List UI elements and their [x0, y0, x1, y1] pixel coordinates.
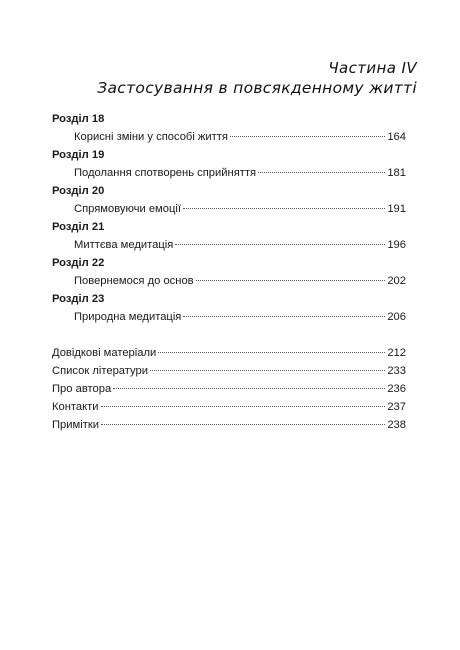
page-number: 191 — [387, 203, 406, 215]
page-number: 202 — [387, 275, 406, 287]
part-number: Частина IV — [328, 59, 417, 77]
chapter-entry[interactable] — [52, 146, 406, 182]
entry-title: Примітки — [52, 419, 99, 431]
chapter-entry[interactable] — [52, 182, 406, 218]
part-title: Застосування в повсякденному житті — [97, 79, 417, 97]
chapter-label: Розділ 20 — [52, 185, 105, 197]
page-number: 233 — [387, 365, 406, 377]
back-matter-entry[interactable] — [52, 380, 406, 398]
dot-leader — [175, 244, 385, 245]
entry-title: Про автора — [52, 383, 112, 395]
dot-leader — [158, 352, 385, 353]
chapter-entry[interactable] — [52, 218, 406, 254]
dot-leader — [101, 424, 385, 425]
chapter-label: Розділ 22 — [52, 257, 105, 269]
chapter-label: Розділ 23 — [52, 293, 105, 305]
chapter-line — [52, 272, 406, 290]
chapter-line — [52, 128, 406, 146]
chapter-title: Подолання спотворень сприйняття — [74, 167, 257, 179]
entry-title: Список літератури — [52, 365, 148, 377]
chapter-title: Природна медитація — [74, 311, 182, 323]
chapter-entry[interactable] — [52, 110, 406, 146]
page-number: 181 — [387, 167, 406, 179]
page-number: 212 — [387, 347, 406, 359]
dot-leader — [196, 280, 386, 281]
dot-leader — [150, 370, 385, 371]
back-matter — [52, 344, 406, 434]
entry-title: Контакти — [52, 401, 99, 413]
chapter-title: Корисні зміни у способі життя — [74, 131, 228, 143]
chapter-title: Миттєва медитація — [74, 239, 174, 251]
chapter-entry[interactable] — [52, 254, 406, 290]
page-number: 164 — [387, 131, 406, 143]
page-number: 237 — [387, 401, 406, 413]
dot-leader — [183, 208, 385, 209]
chapter-line — [52, 308, 406, 326]
entry-title: Довідкові матеріали — [52, 347, 157, 359]
chapter-label: Розділ 18 — [52, 113, 105, 125]
chapter-label: Розділ 21 — [52, 221, 105, 233]
chapter-title: Спрямовуючи емоції — [74, 203, 181, 215]
dot-leader — [101, 406, 386, 407]
back-matter-entry[interactable] — [52, 398, 406, 416]
back-matter-entry[interactable] — [52, 362, 406, 380]
chapter-entry[interactable] — [52, 290, 406, 326]
chapter-title: Повернемося до основ — [74, 275, 194, 287]
back-matter-entry[interactable] — [52, 416, 406, 434]
page-number: 236 — [387, 383, 406, 395]
page-number: 206 — [387, 311, 406, 323]
chapter-line — [52, 200, 406, 218]
chapter-line — [52, 236, 406, 254]
table-of-contents — [52, 110, 406, 434]
dot-leader — [113, 388, 385, 389]
chapter-label: Розділ 19 — [52, 149, 105, 161]
dot-leader — [258, 172, 385, 173]
page-number: 238 — [387, 419, 406, 431]
chapter-line — [52, 164, 406, 182]
back-matter-entry[interactable] — [52, 344, 406, 362]
page-number: 196 — [387, 239, 406, 251]
part-header — [97, 58, 417, 98]
dot-leader — [230, 136, 385, 137]
dot-leader — [183, 316, 385, 317]
